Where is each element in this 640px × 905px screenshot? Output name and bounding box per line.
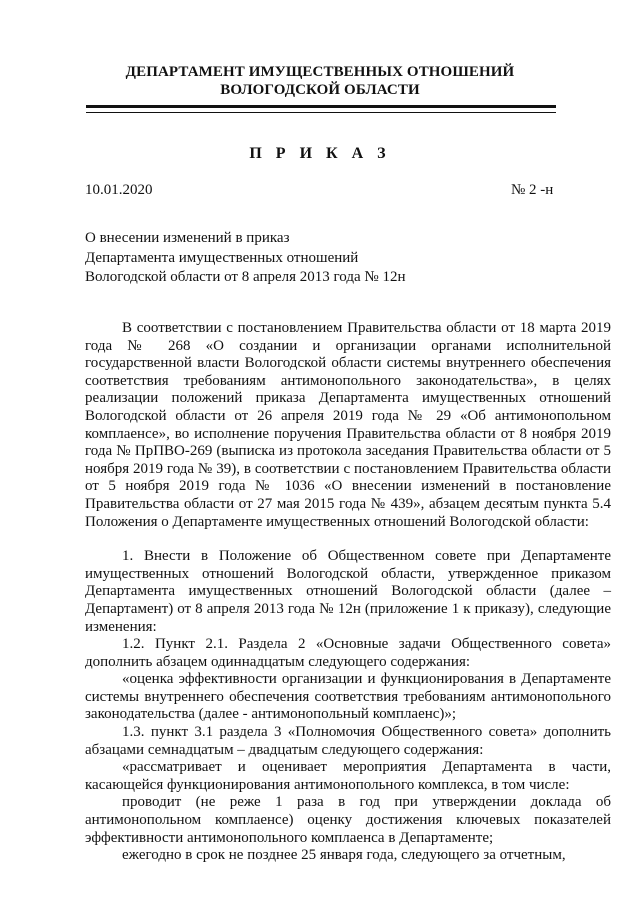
department-name-line2: ВОЛОГОДСКОЙ ОБЛАСТИ <box>220 82 420 98</box>
body-paragraph-quote-4: ежегодно в срок не позднее 25 января года, следующего за отчетным, <box>122 847 566 864</box>
department-name-line1: ДЕПАРТАМЕНТ ИМУЩЕСТВЕННЫХ ОТНОШЕНИЙ <box>125 64 515 80</box>
body-paragraph-quote-2: «рассматривает и оценивает мероприятия Департамента в части, касающейся функционирования антимонопольного комплекса, в том числе: <box>85 759 611 793</box>
header-rule-thin <box>86 112 556 113</box>
document-type-title: П Р И К А З <box>249 145 391 162</box>
order-body <box>85 320 611 865</box>
body-paragraph-item-1-3: 1.3. пункт 3.1 раздела 3 «Полномочия Общественного совета» дополнить абзацами семнадцатым – двадцатым следующего содержания: <box>85 724 611 758</box>
body-paragraph-quote-3: проводит (не реже 1 раза в год при утверждении доклада об антимонопольном комплаенсе) оценку достижения ключевых показателей эффективности антимонопольного комплаенса в Департаменте; <box>85 794 611 846</box>
subject-line: Вологодской области от 8 апреля 2013 года № 12н <box>85 269 406 285</box>
subject-line: О внесении изменений в приказ <box>85 230 290 246</box>
order-number: № 2 -н <box>511 182 554 198</box>
order-subject <box>85 229 406 288</box>
body-paragraph-item-1-2: 1.2. Пункт 2.1. Раздела 2 «Основные задачи Общественного совета» дополнить абзацем одиннадцатым следующего содержания: <box>85 636 611 670</box>
body-paragraph-item-1: 1. Внести в Положение об Общественном совете при Департаменте имущественных отношений Вологодской области, утвержденное приказом Департамента имущественных отношений Вологодской области (далее – Департамент) от 8 апреля 2013 года № 12н (приложение 1 к приказу), следующие изменения: <box>85 548 611 635</box>
subject-line: Департамента имущественных отношений <box>85 249 359 266</box>
preamble-paragraph: В соответствии с постановлением Правительства области от 18 марта 2019 года № 268 «О создании и организации органами исполнительной государственной власти Вологодской области системы внутреннего обеспечения соответствия требованиям антимонопольного законодательства», в целях реализации положений приказа Департамента имущественных отношений Вологодской области от 26 апреля 2019 года № 29 «Об антимонопольном комплаенсе», во исполнение поручения Правительства области от 8 ноября 2019 года № ПрПВО-269 (выписка из протокола заседания Правительства области от 5 ноября 2019 года № 39), в соответствии с постановлением Правительства области от 5 ноября 2019 года № 1036 «О внесении изменений в постановление Правительства области от 27 мая 2015 года № 439», абзацем десятым пункта 5.4 Положения о Департаменте имущественных отношений Вологодской области: <box>85 320 611 530</box>
header-rule-thick <box>86 105 556 108</box>
body-paragraph-quote-1: «оценка эффективности организации и функционирования в Департаменте системы внутреннего обеспечения соответствия требованиям антимонопольного законодательства (далее - антимонопольный комплаенс)»; <box>85 671 611 723</box>
order-date: 10.01.2020 <box>85 182 153 198</box>
